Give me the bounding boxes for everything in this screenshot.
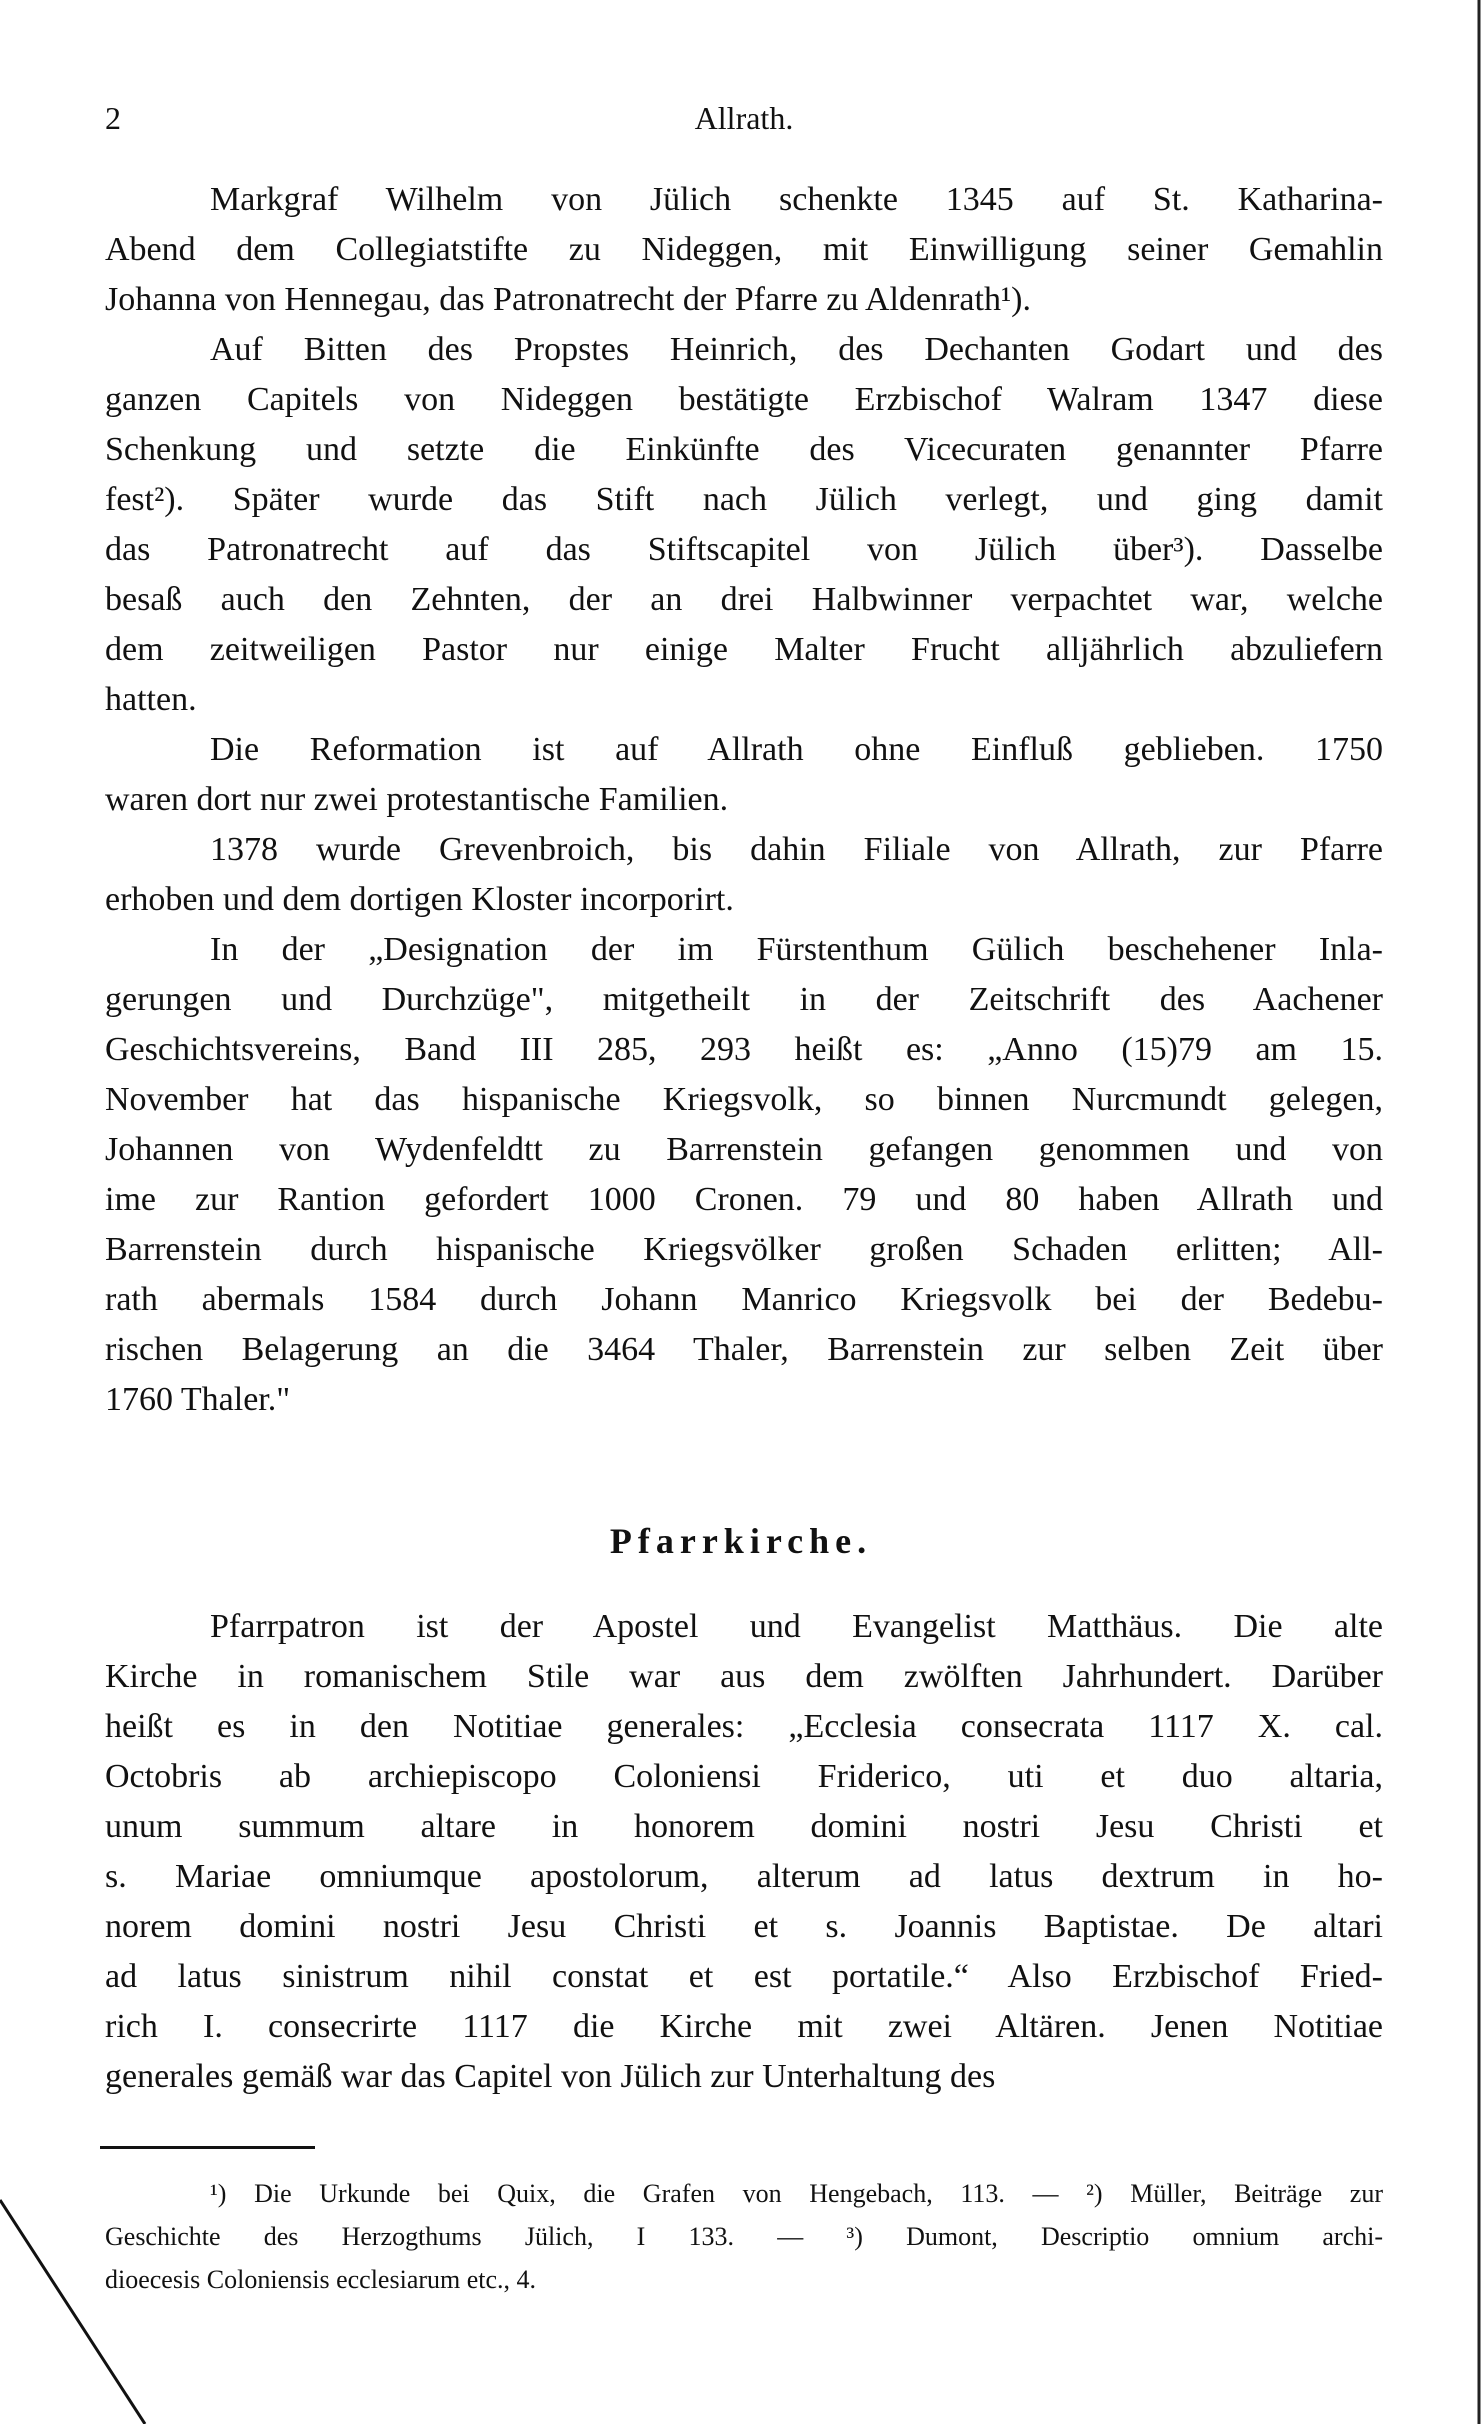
text-line: Auf Bitten des Propstes Heinrich, des Dechanten Godart und des (210, 331, 1383, 368)
text-line: In der „Designation der im Fürstenthum Gülich beschehener Inla- (210, 931, 1383, 968)
text-line: rath abermals 1584 durch Johann Manrico Kriegsvolk bei der Bedebu- (105, 1281, 1383, 1318)
footnote-line: Geschichte des Herzogthums Jülich, I 133. — ³) Dumont, Descriptio omnium archi- (105, 2222, 1383, 2251)
text-line: 1378 wurde Grevenbroich, bis dahin Filiale von Allrath, zur Pfarre (210, 831, 1383, 868)
text-line: Barrenstein durch hispanische Kriegsvölker großen Schaden erlitten; All- (105, 1231, 1383, 1268)
footnote-line: dioecesis Coloniensis ecclesiarum etc., 4. (105, 2265, 537, 2294)
text-line: ime zur Rantion gefordert 1000 Cronen. 79 und 80 haben Allrath und (105, 1181, 1383, 1218)
page-fold-line (0, 2200, 145, 2424)
text-line: Geschichtsvereins, Band III 285, 293 heißt es: „Anno (15)79 am 15. (105, 1031, 1383, 1068)
text-line: Kirche in romanischem Stile war aus dem zwölften Jahrhundert. Darüber (105, 1658, 1383, 1695)
text-line: gerungen und Durchzüge", mitgetheilt in der Zeitschrift des Aachener (105, 981, 1383, 1018)
text-line: waren dort nur zwei protestantische Familien. (105, 781, 729, 818)
text-line: heißt es in den Notitiae generales: „Ecclesia consecrata 1117 X. cal. (105, 1708, 1383, 1745)
text-line: 1760 Thaler." (105, 1381, 291, 1418)
text-line: dem zeitweiligen Pastor nur einige Malter Frucht alljährlich abzuliefern (105, 631, 1383, 668)
text-line: generales gemäß war das Capitel von Jülich zur Unterhaltung des (105, 2058, 996, 2095)
text-line: rich I. consecrirte 1117 die Kirche mit zwei Altären. Jenen Notitiae (105, 2008, 1383, 2045)
text-line: ad latus sinistrum nihil constat et est portatile.“ Also Erzbischof Fried- (105, 1958, 1383, 1995)
text-line: hatten. (105, 681, 197, 718)
running-title: Allrath. (694, 100, 794, 136)
page-number: 2 (105, 100, 121, 136)
text-line: Johannen von Wydenfeldtt zu Barrenstein gefangen genommen und von (105, 1131, 1383, 1168)
text-line: rischen Belagerung an die 3464 Thaler, Barrenstein zur selben Zeit über (105, 1331, 1383, 1368)
text-line: November hat das hispanische Kriegsvolk, so binnen Nurcmundt gelegen, (105, 1081, 1383, 1118)
text-line: das Patronatrecht auf das Stiftscapitel von Jülich über³). Dasselbe (105, 531, 1383, 568)
text-line: Johanna von Hennegau, das Patronatrecht der Pfarre zu Aldenrath¹). (105, 281, 1031, 318)
text-line: Schenkung und setzte die Einkünfte des Vicecuraten genannter Pfarre (105, 431, 1383, 468)
footnote-line: ¹) Die Urkunde bei Quix, die Grafen von Hengebach, 113. — ²) Müller, Beiträge zur (210, 2179, 1383, 2208)
text-line: erhoben und dem dortigen Kloster incorporirt. (105, 881, 734, 918)
text-line: ganzen Capitels von Nideggen bestätigte Erzbischof Walram 1347 diese (105, 381, 1383, 418)
text-line: Die Reformation ist auf Allrath ohne Einfluß geblieben. 1750 (210, 731, 1383, 768)
text-line: s. Mariae omniumque apostolorum, alterum ad latus dextrum in ho- (105, 1858, 1383, 1895)
text-line: besaß auch den Zehnten, der an drei Halbwinner verpachtet war, welche (105, 581, 1383, 618)
text-line: Markgraf Wilhelm von Jülich schenkte 1345 auf St. Katharina- (210, 181, 1383, 218)
section-heading: Pfarrkirche. (609, 1521, 873, 1561)
text-line: fest²). Später wurde das Stift nach Jülich verlegt, und ging damit (105, 481, 1383, 518)
text-line: Abend dem Collegiatstifte zu Nideggen, mit Einwilligung seiner Gemahlin (105, 231, 1383, 268)
text-line: Octobris ab archiepiscopo Coloniensi Friderico, uti et duo altaria, (105, 1758, 1383, 1795)
text-line: norem domini nostri Jesu Christi et s. Joannis Baptistae. De altari (105, 1908, 1383, 1945)
text-line: Pfarrpatron ist der Apostel und Evangelist Matthäus. Die alte (210, 1608, 1383, 1645)
text-line: unum summum altare in honorem domini nostri Jesu Christi et (105, 1808, 1383, 1845)
